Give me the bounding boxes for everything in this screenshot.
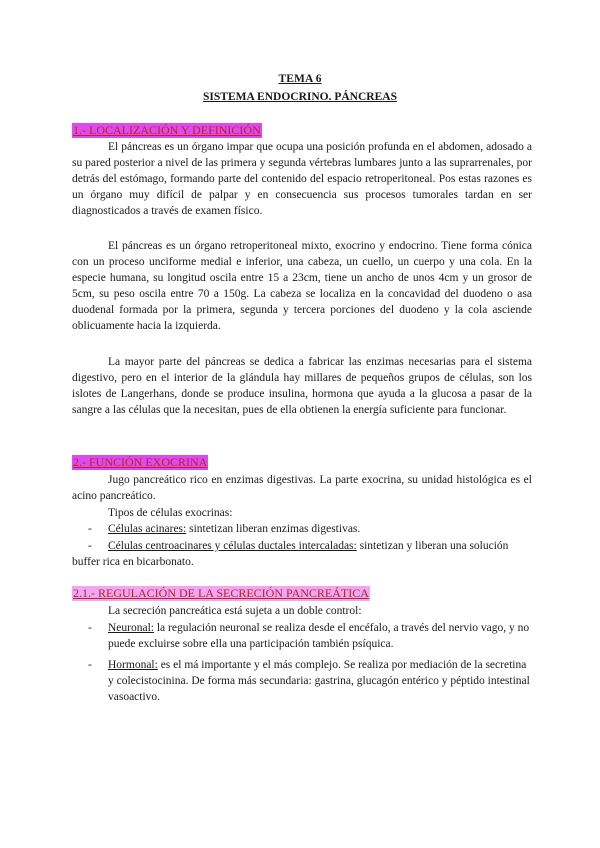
section2-item-1 xyxy=(108,521,532,537)
section21-item-2 xyxy=(108,657,532,705)
section1-paragraph-3 xyxy=(72,354,532,418)
document-title: SISTEMA ENDOCRINO. PÁNCREAS xyxy=(203,91,397,103)
section2-item-1-term: Células acinares: xyxy=(108,523,187,535)
section2-item-2-text: sintetizan y liberan una solución buffer rica en bicarbonato. xyxy=(72,540,509,568)
section21-heading: 2.1.- REGULACIÓN DE LA SECRECIÓN PANCREÁTICA xyxy=(73,586,369,600)
section21-item-1-text: la regulación neuronal se realiza desde el encéfalo, a través del nervio vago, y no puede excluirse sobre ella una participación también psíquica. xyxy=(108,622,530,650)
section2-item-2-term: Células centroacinares y células ductales intercaladas: xyxy=(108,540,357,552)
section21-item-2-term: Hormonal: xyxy=(108,659,158,671)
section21-intro: La secreción pancreática está sujeta a un doble control: xyxy=(108,605,362,617)
section21-bullet-1: - xyxy=(88,622,92,634)
section2-bullet-2: - xyxy=(88,540,92,552)
section2-paragraph-1-text: Jugo pancreático rico en enzimas digestivas. La parte exocrina, su unidad histológica es el acino pancreático. xyxy=(72,474,532,502)
document-tema-label: TEMA 6 xyxy=(278,73,322,85)
section21-item-1-term: Neuronal: xyxy=(108,622,154,634)
section2-item-1-text: sintetizan liberan enzimas digestivas. xyxy=(186,523,361,535)
section2-paragraph-1 xyxy=(72,472,532,504)
section21-item-2-text: es el má importante y el más complejo. Se realiza por mediación de la secretina y colecistocinina. De forma más secundaria: gastrina, glucagón entérico y péptido intestinal vasoactivo. xyxy=(108,659,530,703)
section21-item-1 xyxy=(108,620,532,652)
section2-heading: 2.- FUNCIÓN EXOCRINA xyxy=(73,455,208,469)
section1-paragraph-2 xyxy=(72,238,532,334)
section21-bullet-2: - xyxy=(88,659,92,671)
section2-item-2 xyxy=(72,538,532,570)
section2-types-intro: Tipos de células exocrinas: xyxy=(108,507,233,519)
section1-heading: 1.- LOCALIZACIÓN Y DEFINICIÓN xyxy=(73,123,261,137)
section1-paragraph-1 xyxy=(72,139,532,219)
section1-paragraph-3-text: La mayor parte del páncreas se dedica a fabricar las enzimas necesarias para el sistema digestivo, pero en el interior de la glándula hay millares de pequeños grupos de células, son los islotes de Langerhans, donde se produce insulina, hormona que ayuda a la glucosa a pasar de la sangre a las células que la necesitan, pues de ella obtienen la energía suficiente para funcionar. xyxy=(72,356,532,416)
section2-bullet-1: - xyxy=(88,523,92,535)
section1-paragraph-2-text: El páncreas es un órgano retroperitoneal mixto, exocrino y endocrino. Tiene forma cónica con un proceso unciforme medial e inferior, una cabeza, un cuello, un cuerpo y una cola. En la especie humana, su longitud oscila entre 15 a 23cm, tiene un ancho de unos 4cm y un grosor de 5cm, su peso oscila entre 70 a 150g. La cabeza se localiza en la concavidad del duodeno o asa duodenal formada por la primera, segunda y tercera porciones del duodeno y la cola asciende oblicuamente hacia la izquierda. xyxy=(72,240,532,332)
section1-paragraph-1-text: El páncreas es un órgano impar que ocupa una posición profunda en el abdomen, adosado a su pared posterior a nivel de las primera y segunda vértebras lumbares junto a las suprarrenales, por detrás del estómago, formando parte del contenido del espacio retroperitoneal. Pos estas razones es un órgano muy difícil de palpar y en consecuencia sus procesos tumorales tardan en ser diagnosticados a través de examen físico. xyxy=(72,141,532,217)
